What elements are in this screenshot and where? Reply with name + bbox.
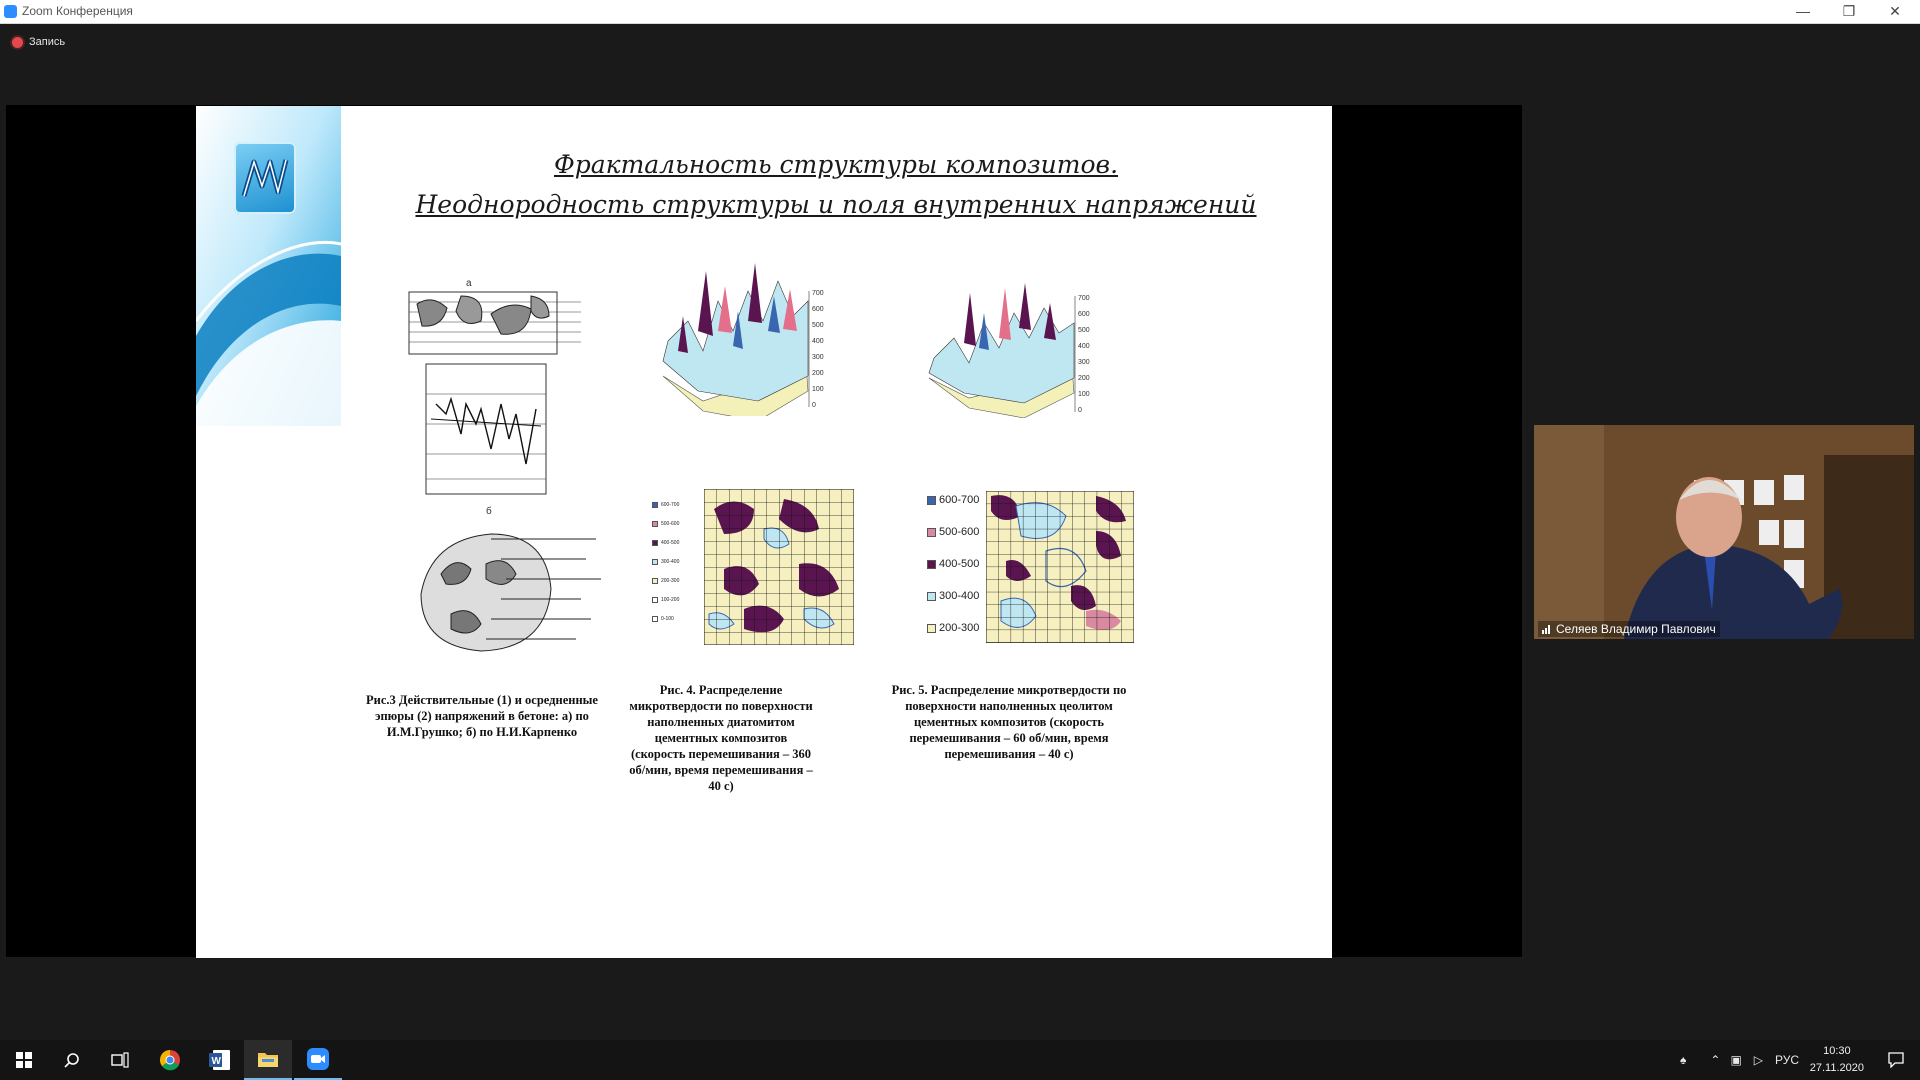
- legend-swatch: [927, 496, 936, 505]
- minimize-button[interactable]: —: [1796, 3, 1810, 19]
- figure-5-surface-plot: [924, 268, 1094, 418]
- svg-text:400: 400: [812, 338, 824, 345]
- legend-swatch: [927, 624, 936, 633]
- svg-text:500: 500: [812, 322, 824, 329]
- chevron-up-icon[interactable]: ⌃: [1710, 1053, 1721, 1067]
- legend-swatch: [927, 528, 936, 537]
- windows-taskbar: [0, 1040, 1920, 1080]
- svg-text:W: W: [211, 1056, 221, 1067]
- svg-text:700: 700: [1078, 295, 1090, 302]
- task-view-icon: [111, 1052, 129, 1068]
- svg-text:500: 500: [1078, 327, 1090, 334]
- zoom-icon: [307, 1048, 329, 1070]
- notification-icon: [1888, 1052, 1904, 1068]
- svg-text:200: 200: [812, 370, 824, 377]
- participant-video-feed: [1534, 425, 1914, 639]
- people-icon[interactable]: ♠: [1680, 1053, 1687, 1067]
- svg-text:400: 400: [1078, 343, 1090, 350]
- network-icon[interactable]: ▣: [1730, 1053, 1742, 1067]
- window-title: Zoom Конференция: [22, 4, 133, 18]
- svg-text:200: 200: [1078, 375, 1090, 382]
- chrome-icon: [159, 1049, 181, 1071]
- close-button[interactable]: ✕: [1889, 3, 1901, 19]
- figure-4-contour-map: [704, 489, 854, 645]
- clock-time: 10:30: [1823, 1045, 1851, 1057]
- start-button[interactable]: [0, 1040, 48, 1080]
- fig3-label-a: а: [466, 278, 472, 289]
- participant-video[interactable]: [1534, 425, 1914, 639]
- svg-text:100: 100: [812, 386, 824, 393]
- slide-title-line-1: Фрактальность структуры композитов.: [553, 150, 1119, 179]
- word-icon: [209, 1049, 231, 1071]
- signal-strength-icon: [1542, 624, 1552, 634]
- search-icon: [64, 1052, 80, 1068]
- taskbar-word[interactable]: [196, 1040, 244, 1080]
- legend-swatch: [927, 560, 936, 569]
- participant-name-tag: [1538, 621, 1720, 637]
- language-indicator[interactable]: РУС: [1775, 1053, 1800, 1067]
- restore-button[interactable]: ❐: [1842, 3, 1856, 19]
- svg-text:300: 300: [1078, 359, 1090, 366]
- svg-text:100: 100: [1078, 391, 1090, 398]
- window-title-bar: [0, 0, 1920, 24]
- legend-swatch: [927, 592, 936, 601]
- record-icon: [12, 37, 23, 48]
- participant-name: Селяев Владимир Павлович: [1556, 622, 1716, 636]
- clock-date: 27.11.2020: [1809, 1062, 1864, 1074]
- svg-text:600: 600: [812, 306, 824, 313]
- notification-center-button[interactable]: [1872, 1040, 1920, 1080]
- recording-indicator[interactable]: [12, 34, 65, 50]
- taskbar-zoom[interactable]: [294, 1040, 342, 1080]
- figure-4-caption: Рис. 4. Распределение микротвердости по поверхности наполненных диатомитом цементных композитов (скорость перемешивания – 360 об/мин, время перемешивания – 40 с): [629, 683, 813, 793]
- volume-icon[interactable]: ▷: [1753, 1053, 1764, 1067]
- presentation-slide: Фрактальность структуры композитов. Неоднородность структуры и поля внутренних напряжений а б Рис.3 Действительные (1) и осредненные эпюры (2) напряжений в бетоне: а) по И.М.Грушко; б) по Н.И.Карпенко 700 600 500 400 300 200 100 0 700 600 500 400 300 200 100 0 600-700 500-600 400-500 300-400 200-300 100-200 0-100 600-700 500-600 400-500 300-400 200-300 Рис. 4. Распределение микротвердости по поверхности наполненных диатомитом цементных композитов (скорость перемешивания – 360 об/мин, время перемешивания – 40 с) Рис. 5. Распределение микротвердости по поверхности наполненных цеолитом цементных композитов (скорость перемешивания – 60 об/мин, время перемешивания – 40 с): [196, 106, 1332, 958]
- folder-icon: [257, 1050, 279, 1068]
- fig3-label-b: б: [486, 506, 492, 517]
- figure-3-caption: Рис.3 Действительные (1) и осредненные эпюры (2) напряжений в бетоне: а) по И.М.Грушко; б) по Н.И.Карпенко: [366, 693, 598, 739]
- taskbar-chrome[interactable]: [146, 1040, 194, 1080]
- svg-text:600: 600: [1078, 311, 1090, 318]
- zoom-app-icon: [4, 5, 17, 18]
- task-view-button[interactable]: [96, 1040, 144, 1080]
- taskbar-clock[interactable]: [1810, 1043, 1864, 1077]
- slide-title-line-2: Неоднородность структуры и поля внутренних напряжений: [415, 190, 1257, 219]
- svg-text:700: 700: [812, 290, 824, 297]
- figure-4-surface-plot: [658, 261, 828, 416]
- figure-5-caption: Рис. 5. Распределение микротвердости по поверхности наполненных цеолитом цементных композитов (скорость перемешивания – 60 об/мин, время перемешивания – 40 с): [891, 683, 1127, 761]
- svg-text:300: 300: [812, 354, 824, 361]
- figure-3-stress-diagrams: [391, 274, 606, 694]
- svg-text:0: 0: [1078, 407, 1082, 414]
- svg-text:0: 0: [812, 402, 816, 409]
- figure-5-contour-map: [986, 491, 1134, 643]
- windows-icon: [16, 1052, 32, 1068]
- recording-label: Запись: [29, 36, 66, 48]
- system-tray: [1680, 1040, 1799, 1080]
- search-button[interactable]: [48, 1040, 96, 1080]
- taskbar-file-explorer[interactable]: [244, 1040, 292, 1080]
- university-logo: [234, 142, 296, 214]
- slide-brand-stripe: [196, 106, 341, 958]
